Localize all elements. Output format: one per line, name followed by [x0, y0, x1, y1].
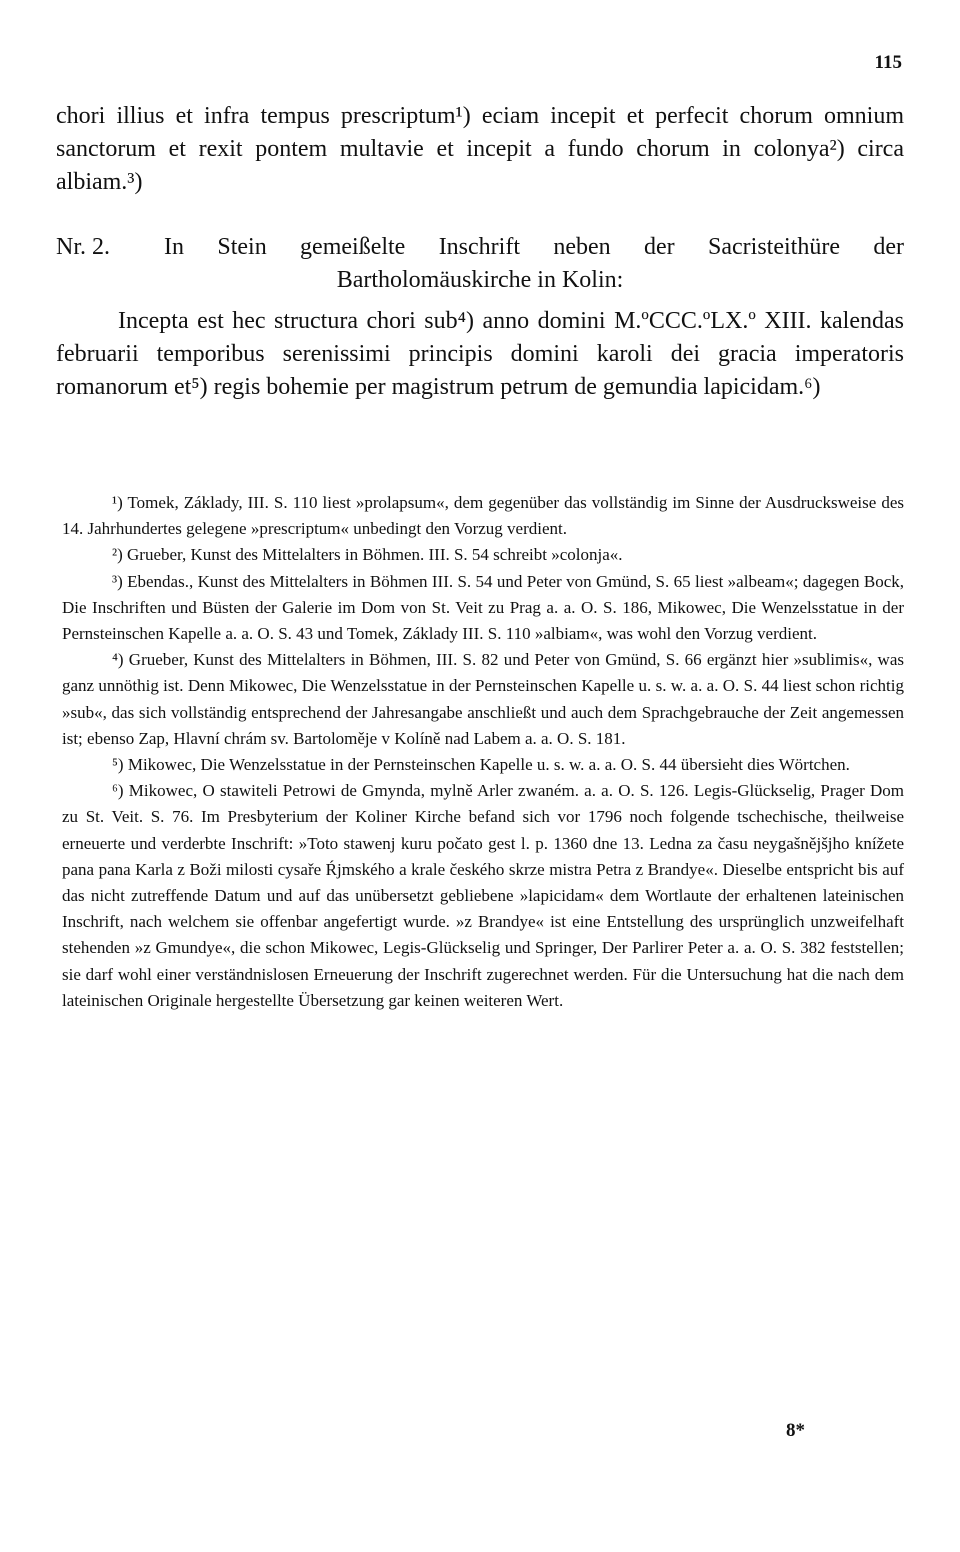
footnote-1: ¹) Tomek, Základy, III. S. 110 liest »prolapsum«, dem gegenüber das vollständig im Sinne der Ausdrucksweise des 14. Jahrhundertes gelegene »prescriptum« unbedingt den Vorzug verdient.	[62, 493, 904, 539]
heading-line-2: Bartholomäuskirche in Kolin:	[336, 267, 624, 293]
footnote-5: ⁵) Mikowec, Die Wenzelsstatue in der Pernsteinschen Kapelle u. s. w. a. a. O. S. 44 übersieht dies Wörtchen.	[112, 755, 850, 775]
footnote-6: ⁶) Mikowec, O stawiteli Petrowi de Gmynda, mylně Arler zwaném. a. a. O. S. 126. Legis-Glückselig, Prager Dom zu St. Veit. S. 76. Im Presbyterium der Koliner Kirche befand sich vor 1796 noch folgende tschechische, theilweise erneuerte und verderbte Inschrift: »Toto stawenj kuru počato gest l. p. 1360 dne 13. Ledna za času neygašnějšjho knížete pana pana Karla z Boži milosti cysaře Ŕjmského a krale českého skrze mistra Petra z Brandye«. Dieselbe entspricht bis auf das nicht zutreffende Datum und auf das unübersetzt gebliebene »lapicidam« dem Wortlaute der erhaltenen lateinischen Inschrift, nach welchem sie offenbar angefertigt wurde. »z Brandye« ist eine Entstellung des ursprünglich unzweifelhaft stehenden »z Gmundye«, die schon Mikowec, Legis-Glückselig und Springer, Der Parlirer Peter a. a. O. S. 382 feststellen; sie darf wohl einer verständnislosen Erneuerung der Inschrift zugerechnet werden. Für die Untersuchung hat die nach dem lateinischen Originale hergestellte Übersetzung gar keinen weiteren Wert.	[62, 781, 904, 1010]
footnotes	[62, 490, 904, 1014]
sheet-signature: 8*	[786, 1420, 805, 1441]
heading-line-1: In Stein gemeißelte Inschrift neben der Sacristeithüre der	[164, 234, 904, 260]
inscription-number: Nr. 2.	[56, 234, 110, 260]
inscription-heading	[56, 231, 904, 264]
footnote-4: ⁴) Grueber, Kunst des Mittelalters in Böhmen, III. S. 82 und Peter von Gmünd, S. 66 ergänzt hier »sublimis«, was ganz unnöthig ist. Denn Mikowec, Die Wenzelsstatue in der Pernsteinschen Kapelle u. s. w. a. a. O. S. 44 liest schon richtig »sub«, das sich vollständig entsprechend der Jahresangabe anschließt und auch dem Sprachgebrauche der Zeit angemessen ist; ebenso Zap, Hlavní chrám sv. Bartoloměje v Kolíně nad Labem a. a. O. S. 181.	[62, 650, 904, 748]
inscription-text: Incepta est hec structura chori sub⁴) anno domini M.ºCCC.ºLX.º XIII. kalendas februarii temporibus serenissimi principis domini karoli dei gracia imperatoris romanorum et⁵) regis bohemie per magistrum petrum de gemundia lapicidam.⁶)	[56, 308, 904, 400]
footnote-2: ²) Grueber, Kunst des Mittelalters in Böhmen. III. S. 54 schreibt »colonja«.	[112, 545, 623, 565]
footnote-3: ³) Ebendas., Kunst des Mittelalters in Böhmen III. S. 54 und Peter von Gmünd, S. 65 liest »albeam«; dagegen Bock, Die Inschriften und Büsten der Galerie im Dom von St. Veit zu Prag a. a. O. S. 186, Mikowec, Die Wenzelsstatue in der Pernsteinschen Kapelle a. a. O. S. 43 und Tomek, Základy III. S. 110 »albiam«, was wohl den Vorzug verdient.	[62, 571, 904, 644]
intro-paragraph: chori illius et infra tempus prescriptum¹) eciam incepit et perfecit chorum omnium sanctorum et rexit pontem multavie et incepit a fundo chorum in colonya²) circa albiam.³)	[56, 103, 904, 195]
main-text	[56, 100, 904, 404]
page-number: 115	[874, 52, 902, 73]
